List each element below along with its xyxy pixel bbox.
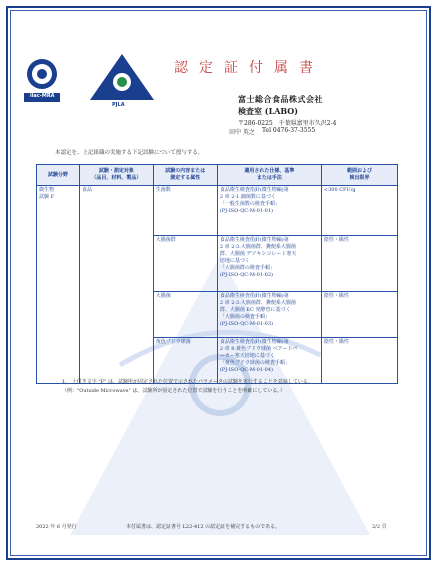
table-row — [37, 186, 398, 236]
cell-method: 食品衛生検査指針(微生物編)第 2 章 2-3.大腸菌群、糞便系大腸菌 群、大腸菌 EC 発酵管に基づく 「大腸菌の検査手順」 (PJ-ISO-QC-M-01-03) — [217, 292, 321, 338]
cell-item: 生菌数 — [153, 186, 217, 236]
note-2: （例："Outside Microwave" は、試験所が固定された位置で試験を行うことを明確にしている。） — [62, 388, 285, 394]
header-item: 試験の内容または 測定する属性 — [153, 165, 217, 186]
cell-item: 大腸菌 — [153, 292, 217, 338]
footer-page: 2/2 頁 — [372, 524, 387, 530]
cell-item: 大腸菌群 — [153, 236, 217, 292]
cell-range: 陰性・陽性 — [321, 292, 397, 338]
note-1: 1. 上付き文字 "F" は、試験所が固定された位置で示されたパラメータの試験を実行することを意味している。 — [62, 379, 313, 385]
cell-target: 食品 — [80, 186, 154, 384]
cell-method: 食品衛生検査指針(微生物編)第 2 章 2-3.大腸菌群、糞便系大腸菌 群、大腸菌 デソキシコレート寒天 培地に基づく 「大腸菌群の検査手順」 (PJ-ISO-QC-M-01-02) — [217, 236, 321, 292]
pjla-logo-text: PJLA — [112, 102, 125, 108]
footer-issued: 2022 年 6 月発行 — [36, 524, 77, 530]
accreditation-logos — [22, 52, 172, 108]
scope-table — [36, 164, 398, 384]
header-range: 範囲および 検出限界 — [321, 165, 397, 186]
table-header-row — [37, 165, 398, 186]
lab-name: 検査室 (LABO) — [238, 106, 299, 116]
cell-method: 食品衛生検査指針(微生物編)第 2 章 2-1.細菌数に基づく 「一般生菌数の検査手順」 (PJ-ISO-QC-M-01-01) — [217, 186, 321, 236]
pjla-logo-icon — [90, 54, 154, 100]
intro-text: 本認定を、上記組織の実施する下記試験について授与する。 — [55, 150, 204, 156]
header-field: 試験分野 — [37, 165, 80, 186]
cell-range: 陰性・陽性 — [321, 338, 397, 384]
cell-field: 微生物 試験 F — [37, 186, 80, 384]
cell-range: 陰性・陽性 — [321, 236, 397, 292]
footer-statement: 本付属書は、認定証書号 L22-412 の認定証を補完するものである。 — [126, 524, 281, 530]
contact-person: 田中 英之 — [229, 129, 255, 136]
header-method: 適用された仕様、基準 または手法 — [217, 165, 321, 186]
telephone: Tel 0476-37-3555 — [262, 127, 316, 134]
company-name: 富士総合食品株式会社 — [238, 94, 323, 104]
address: 〒286-0225 千葉県富里市久沢2-4 — [238, 120, 337, 127]
cell-item: 黄色ブドウ球菌 — [153, 338, 217, 384]
cell-range: <300 CFU/g — [321, 186, 397, 236]
document-title: 認定証付属書 — [174, 60, 324, 76]
header-target: 試験・測定対象 （品目、材料、製品） — [80, 165, 154, 186]
ilac-logo-text: ilac-MRA — [30, 93, 55, 99]
cell-method: 食品衛生検査指針(微生物編)第 2 章 8.黄色ブドウ球菌 ベアードパ ーカー寒天培地に基づく 「黄色ブドウ球菌の検査手順」 (PJ-ISO-QC-M-01-04) — [217, 338, 321, 384]
